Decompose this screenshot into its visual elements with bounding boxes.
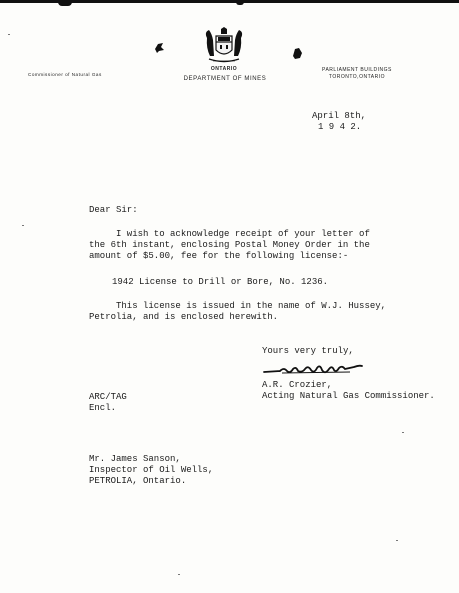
letterhead-address <box>322 67 392 81</box>
letterhead-left-caption: Commissioner of Natural Gas <box>28 72 102 77</box>
scan-speck <box>8 34 10 35</box>
body-paragraph-1: I wish to acknowledge receipt of your letter of the 6th instant, enclosing Postal Money Order in the amount of $5.00, fee for the following license:- <box>89 229 370 261</box>
signatory-name: A.R. Crozier, <box>262 380 333 390</box>
ink-blot-left <box>153 42 165 54</box>
scan-speck <box>402 432 404 433</box>
letterhead-address-line2: TORONTO,ONTARIO <box>328 74 385 80</box>
reference-initials: ARC/TAG Encl. <box>89 392 127 413</box>
letterhead-address-line1: PARLIAMENT BUILDINGS <box>322 67 392 73</box>
scan-speck <box>396 540 398 541</box>
date-line1: April 8th, <box>312 111 367 121</box>
date-line2: 1 9 4 2. <box>318 122 362 132</box>
signatory-title: Acting Natural Gas Commissioner. <box>262 391 435 401</box>
license-line: 1942 License to Drill or Bore, No. 1236. <box>112 277 329 287</box>
signatory-block <box>262 380 435 402</box>
closing: Yours very truly, <box>262 346 354 356</box>
ontario-crest-logo <box>201 26 247 66</box>
letterhead-ontario: ONTARIO <box>210 66 238 72</box>
body-paragraph-2: This license is issued in the name of W.J. Hussey, Petrolia, and is enclosed herewith. <box>89 301 387 322</box>
letterhead-department: DEPARTMENT OF MINES <box>183 76 267 82</box>
scan-top-edge <box>0 0 459 3</box>
scan-speck <box>22 225 24 226</box>
handwritten-signature <box>262 360 366 378</box>
letter-date <box>312 111 366 133</box>
ink-blot-right <box>290 46 304 60</box>
salutation: Dear Sir: <box>89 205 138 215</box>
recipient-address: Mr. James Sanson, Inspector of Oil Wells, PETROLIA, Ontario. <box>89 454 214 486</box>
scan-speck <box>178 574 180 575</box>
